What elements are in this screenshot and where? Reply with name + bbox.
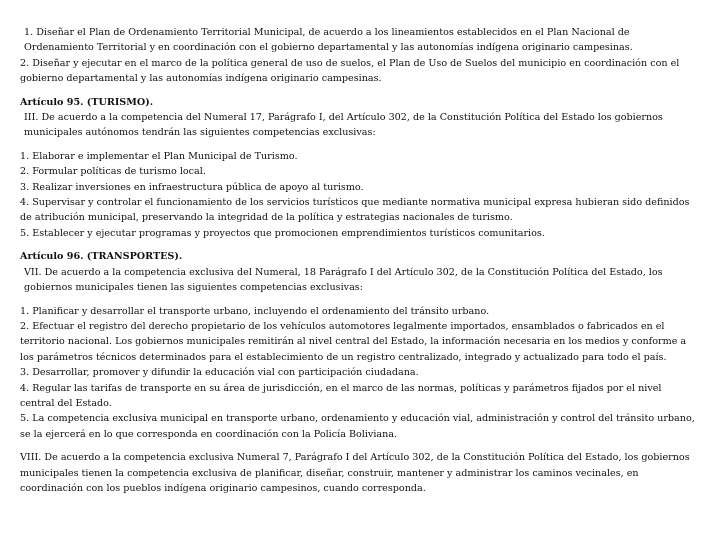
spacer bbox=[20, 87, 696, 95]
spacer bbox=[20, 241, 696, 249]
list-item-land-use-plan: 2. Diseñar y ejecutar en el marco de la política general de uso de suelos, el Plan de Uso de Suelos del municipio en coordinación con el gobierno departamental y las autonomías indígena originario campesinas. bbox=[20, 57, 680, 85]
list-item: 2. Efectuar el registro del derecho propietario de los vehículos automotores legalmente importados, ensamblados o fabricados en el territorio nacional. Los gobiernos municipales remitirán al nivel central del Estado, la información necesaria en los medios y conforme a los parámetros técnicos determinados para el establecimiento de un registro centralizado, integrado y actualizado para todo el país. bbox=[20, 320, 687, 363]
spacer bbox=[20, 296, 696, 304]
article-96-preamble: VII. De acuerdo a la competencia exclusiva del Numeral, 18 Parágrafo I del Artículo 302, de la Constitución Política del Estado, los gobiernos municipales tienen las siguientes competencias exclusivas: bbox=[24, 266, 663, 294]
document-body bbox=[20, 25, 696, 496]
list-item: 1. Elaborar e implementar el Plan Municipal de Turismo. bbox=[20, 150, 298, 162]
spacer bbox=[20, 141, 696, 149]
list-item: 3. Realizar inversiones en infraestructura pública de apoyo al turismo. bbox=[20, 181, 364, 193]
list-item: 5. La competencia exclusiva municipal en transporte urbano, ordenamiento y educación vial, administración y control del tránsito urbano, se la ejercerá en lo que corresponda en coordinación con la Policía Boliviana. bbox=[20, 413, 695, 440]
article-96-closing-paragraph: VIII. De acuerdo a la competencia exclusiva Numeral 7, Parágrafo I del Artículo 302, de la Constitución Política del Estado, los gobiernos municipales tienen la competencia exclusiva de planificar, diseñar, construir, mantener y administrar los caminos vecinales, en coordinación con los pueblos indígena originario campesinos, cuando corresponda. bbox=[20, 452, 690, 494]
spacer bbox=[20, 442, 696, 450]
list-item-territorial-plan: 1. Diseñar el Plan de Ordenamiento Territorial Municipal, de acuerdo a los lineamientos establecidos en el Plan Nacional de Ordenamiento Territorial y en coordinación con el gobierno departamental y las autonomías indígena originario campesinas. bbox=[24, 27, 633, 54]
list-item: 4. Regular las tarifas de transporte en su área de jurisdicción, en el marco de las normas, políticas y parámetros fijados por el nivel central del Estado. bbox=[20, 382, 662, 409]
article-95-preamble: III. De acuerdo a la competencia del Numeral 17, Parágrafo I, del Artículo 302, de la Constitución Política del Estado los gobiernos municipales autónomos tendrán las siguientes competencias exclusivas: bbox=[24, 112, 663, 139]
list-item: 2. Formular políticas de turismo local. bbox=[20, 166, 206, 178]
list-item: 4. Supervisar y controlar el funcionamiento de los servicios turísticos que mediante normativa municipal expresa hubieran sido definidos de atribución municipal, preservando la integridad de la política y estrategias nacionales de turismo. bbox=[20, 197, 690, 224]
list-item: 3. Desarrollar, promover y difundir la educación vial con participación ciudadana. bbox=[20, 367, 419, 379]
article-95-heading: Artículo 95. (TURISMO). bbox=[20, 96, 154, 108]
list-item: 5. Establecer y ejecutar programas y proyectos que promocionen emprendimientos turísticos comunitarios. bbox=[20, 227, 545, 239]
article-96-heading: Artículo 96. (TRANSPORTES). bbox=[20, 251, 183, 263]
list-item: 1. Planificar y desarrollar el transporte urbano, incluyendo el ordenamiento del tránsito urbano. bbox=[20, 305, 490, 317]
